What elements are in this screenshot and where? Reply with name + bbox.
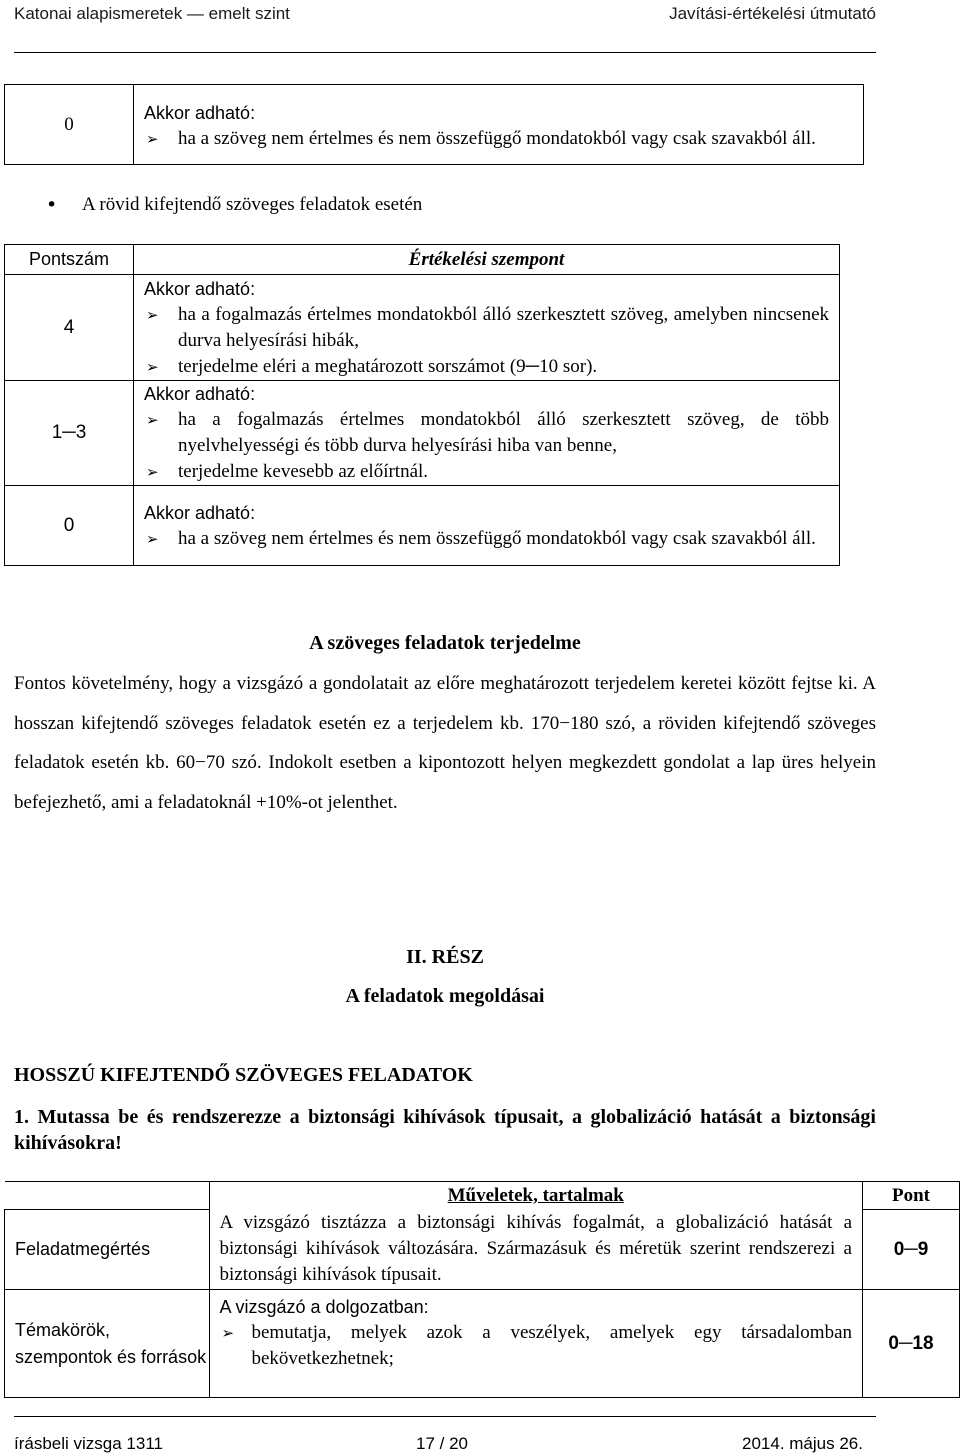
criteria-item-text: ha a fogalmazás értelmes mondatokból álló szerkesztett szöveg, amelyben nincsenek durva helyesírási hibák, bbox=[178, 304, 829, 351]
criteria-item bbox=[220, 1320, 853, 1372]
length-body: Fontos követelmény, hogy a vizsgázó a gondolatait az előre meghatározott terjedelem keretei között fejtse ki. A hosszan kifejtendő szöveges feladatok esetén ez a terjedelem kb. 170−180 szó, a röviden kifejtendő szöveges feladatok esetén kb. 60−70 szó. Indokolt esetben a kipontozott helyen megkezdett gondolat a lap üres helyein befejezhető, ami a feladatoknál +10%-ot jelenthet. bbox=[14, 673, 876, 813]
question-text: 1. Mutassa be és rendszerezze a biztonsági kihívások típusait, a globalizáció hatását a biztonsági kihívásokra! bbox=[14, 1106, 876, 1154]
row-point-topics: 0─18 bbox=[863, 1290, 960, 1398]
part-subtitle: A feladatok megoldásai bbox=[345, 985, 545, 1007]
score-cell-4: 4 bbox=[5, 275, 134, 381]
score-cell-1-3: 1─3 bbox=[5, 381, 134, 486]
row-label-topics: Témakörök, szempontok és források bbox=[5, 1290, 210, 1398]
col-ops-header-text: Műveletek, tartalmak bbox=[447, 1184, 624, 1206]
criteria-cell bbox=[134, 85, 864, 165]
criteria-item bbox=[144, 354, 829, 380]
criteria-intro: Akkor adható: bbox=[144, 502, 256, 523]
criteria-item-text: terjedelme kevesebb az előírtnál. bbox=[178, 461, 429, 482]
top-criteria-table bbox=[4, 84, 864, 165]
header-subtitle: Javítási-értékelési útmutató bbox=[669, 4, 876, 23]
criteria-intro: Akkor adható: bbox=[144, 384, 256, 404]
length-title: A szöveges feladatok terjedelme bbox=[309, 632, 581, 654]
empty-header-cell bbox=[5, 1182, 210, 1210]
criteria-item bbox=[144, 302, 829, 354]
criteria-cell-1-3 bbox=[134, 381, 840, 486]
criteria-list bbox=[220, 1320, 853, 1372]
criteria-list bbox=[144, 126, 855, 152]
footer-page: 17 / 20 bbox=[416, 1434, 468, 1453]
criteria-item-text: ha a szöveg nem értelmes és nem összefüggő mondatokból vagy csak szavakból áll. bbox=[178, 527, 816, 549]
criteria-item: ➢ ha a szöveg nem értelmes és nem összefüggő mondatokból vagy csak szavakból áll. bbox=[144, 126, 855, 152]
criteria-item-text: terjedelme eléri a meghatározott sorszámot (9─10 sor). bbox=[178, 356, 598, 377]
section-heading: HOSSZÚ KIFEJTENDŐ SZÖVEGES FELADATOK bbox=[14, 1064, 473, 1086]
criteria-item bbox=[144, 459, 829, 485]
row-text-understanding: A vizsgázó tisztázza a biztonsági kihívás fogalmát, a globalizáció hatását a biztonsági kihívások változására. Származásuk és méretük szerint rendszerezi a biztonsági kihívások típusait. bbox=[209, 1210, 863, 1290]
criteria-intro: Akkor adható: bbox=[144, 279, 256, 299]
criteria-list bbox=[144, 526, 829, 552]
col-score-header: Pontszám bbox=[5, 245, 134, 275]
col-ops-header bbox=[209, 1182, 863, 1210]
criteria-item-text: bemutatja, melyek azok a veszélyek, amelyek egy társadalomban bekövetkezhetnek; bbox=[251, 1322, 852, 1369]
row-text-topics bbox=[209, 1290, 863, 1398]
criteria-cell-4 bbox=[134, 275, 840, 381]
header-rule bbox=[14, 52, 876, 53]
criteria-list bbox=[144, 302, 829, 380]
criteria-item bbox=[144, 526, 829, 552]
criteria-intro: A vizsgázó a dolgozatban: bbox=[219, 1297, 429, 1317]
part-title: II. RÉSZ bbox=[406, 946, 484, 968]
criteria-cell-0 bbox=[134, 486, 840, 566]
col-point-header: Pont bbox=[863, 1182, 960, 1210]
section-bullet-text: A rövid kifejtendő szöveges feladatok esetén bbox=[82, 194, 423, 215]
score-cell-0: 0 bbox=[5, 486, 134, 566]
criteria-list bbox=[144, 407, 829, 485]
row-point-understanding: 0─9 bbox=[863, 1210, 960, 1290]
header-title: Katonai alapismeretek — emelt szint bbox=[14, 4, 290, 23]
criteria-item bbox=[144, 407, 829, 459]
operations-table bbox=[4, 1181, 960, 1398]
footer-exam: írásbeli vizsga 1311 bbox=[14, 1434, 163, 1453]
criteria-intro: Akkor adható: bbox=[144, 102, 256, 123]
col-criteria-header: Értékelési szempont bbox=[134, 245, 840, 275]
row-label-understanding: Feladatmegértés bbox=[5, 1210, 210, 1290]
footer-rule bbox=[14, 1416, 876, 1417]
bullet-dot-icon: • bbox=[46, 194, 58, 216]
criteria-item-text: ha a fogalmazás értelmes mondatokból álló szerkesztett szöveg, de több nyelvhelyességi és több durva helyesírási hiba van benne, bbox=[178, 409, 829, 456]
score-cell: 0 bbox=[5, 85, 134, 165]
footer-date: 2014. május 26. bbox=[742, 1434, 863, 1453]
short-criteria-table bbox=[4, 244, 840, 566]
